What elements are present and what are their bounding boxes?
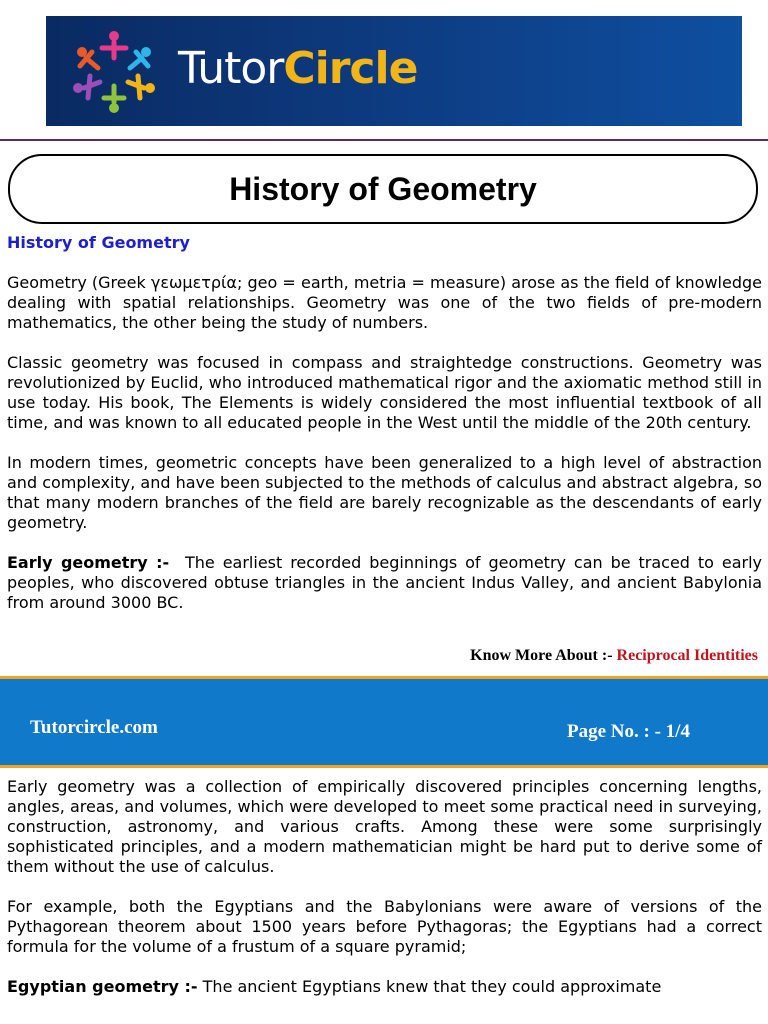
people-circle-logo-icon [64, 26, 164, 116]
brand-word-circle: Circle [283, 43, 418, 94]
section-heading: History of Geometry [7, 233, 190, 252]
know-more-link[interactable]: Reciprocal Identities [616, 647, 758, 664]
egyptian-geometry-text: The ancient Egyptians knew that they could approximate [202, 977, 662, 996]
title-box [8, 154, 758, 224]
page-1-content [7, 233, 762, 633]
brand-word-tutor: Tutor [178, 43, 284, 94]
early-geometry-label: Early geometry :- [7, 553, 170, 572]
paragraph-early-geometry [7, 553, 762, 613]
paragraph: Classic geometry was focused in compass and straightedge constructions. Geometry was revolutionized by Euclid, who introduced mathematical rigor and the axiomatic method still in use today. His book, The Elements is widely considered the most influential textbook of all time, and was known to all educated people in the West until the middle of the 20th century. [7, 353, 762, 432]
paragraph: In modern times, geometric concepts have been generalized to a high level of abstraction and complexity, and have been subjected to the methods of calculus and abstract algebra, so that many modern branches of the field are barely recognizable as the descendants of early geometry. [7, 453, 762, 532]
page-2-content [7, 777, 762, 1017]
page-footer-band [0, 676, 768, 768]
paragraph: Geometry (Greek γεωμετρία; geo = earth, metria = measure) arose as the field of knowledge dealing with spatial relationships. Geometry was one of the two fields of pre-modern mathematics, the other being the study of numbers. [7, 273, 762, 332]
early-geometry-text: The earliest recorded beginnings of geometry can be traced to early peoples, who discovered obtuse triangles in the ancient Indus Valley, and ancient Babylonia from around 3000 BC. [7, 553, 762, 612]
brand-logo-text [178, 44, 417, 94]
egyptian-geometry-label: Egyptian geometry :- [7, 977, 198, 996]
page-number: Page No. : - 1/4 [567, 721, 690, 742]
page-title: History of Geometry [229, 170, 537, 207]
know-more [470, 646, 758, 666]
paragraph-egyptian-geometry [7, 977, 762, 997]
divider [0, 139, 768, 141]
site-name[interactable]: Tutorcircle.com [30, 717, 158, 738]
know-more-label: Know More About :- [470, 647, 613, 664]
paragraph: Early geometry was a collection of empirically discovered principles concerning lengths, angles, areas, and volumes, which were developed to meet some practical need in surveying, construction, astronomy, and various crafts. Among these were some surprisingly sophisticated principles, and a modern mathematician might be hard put to derive some of them without the use of calculus. [7, 777, 762, 876]
header-banner [46, 16, 742, 126]
paragraph: For example, both the Egyptians and the Babylonians were aware of versions of the Pythagorean theorem about 1500 years before Pythagoras; the Egyptians had a correct formula for the volume of a frustum of a square pyramid; [7, 897, 762, 956]
